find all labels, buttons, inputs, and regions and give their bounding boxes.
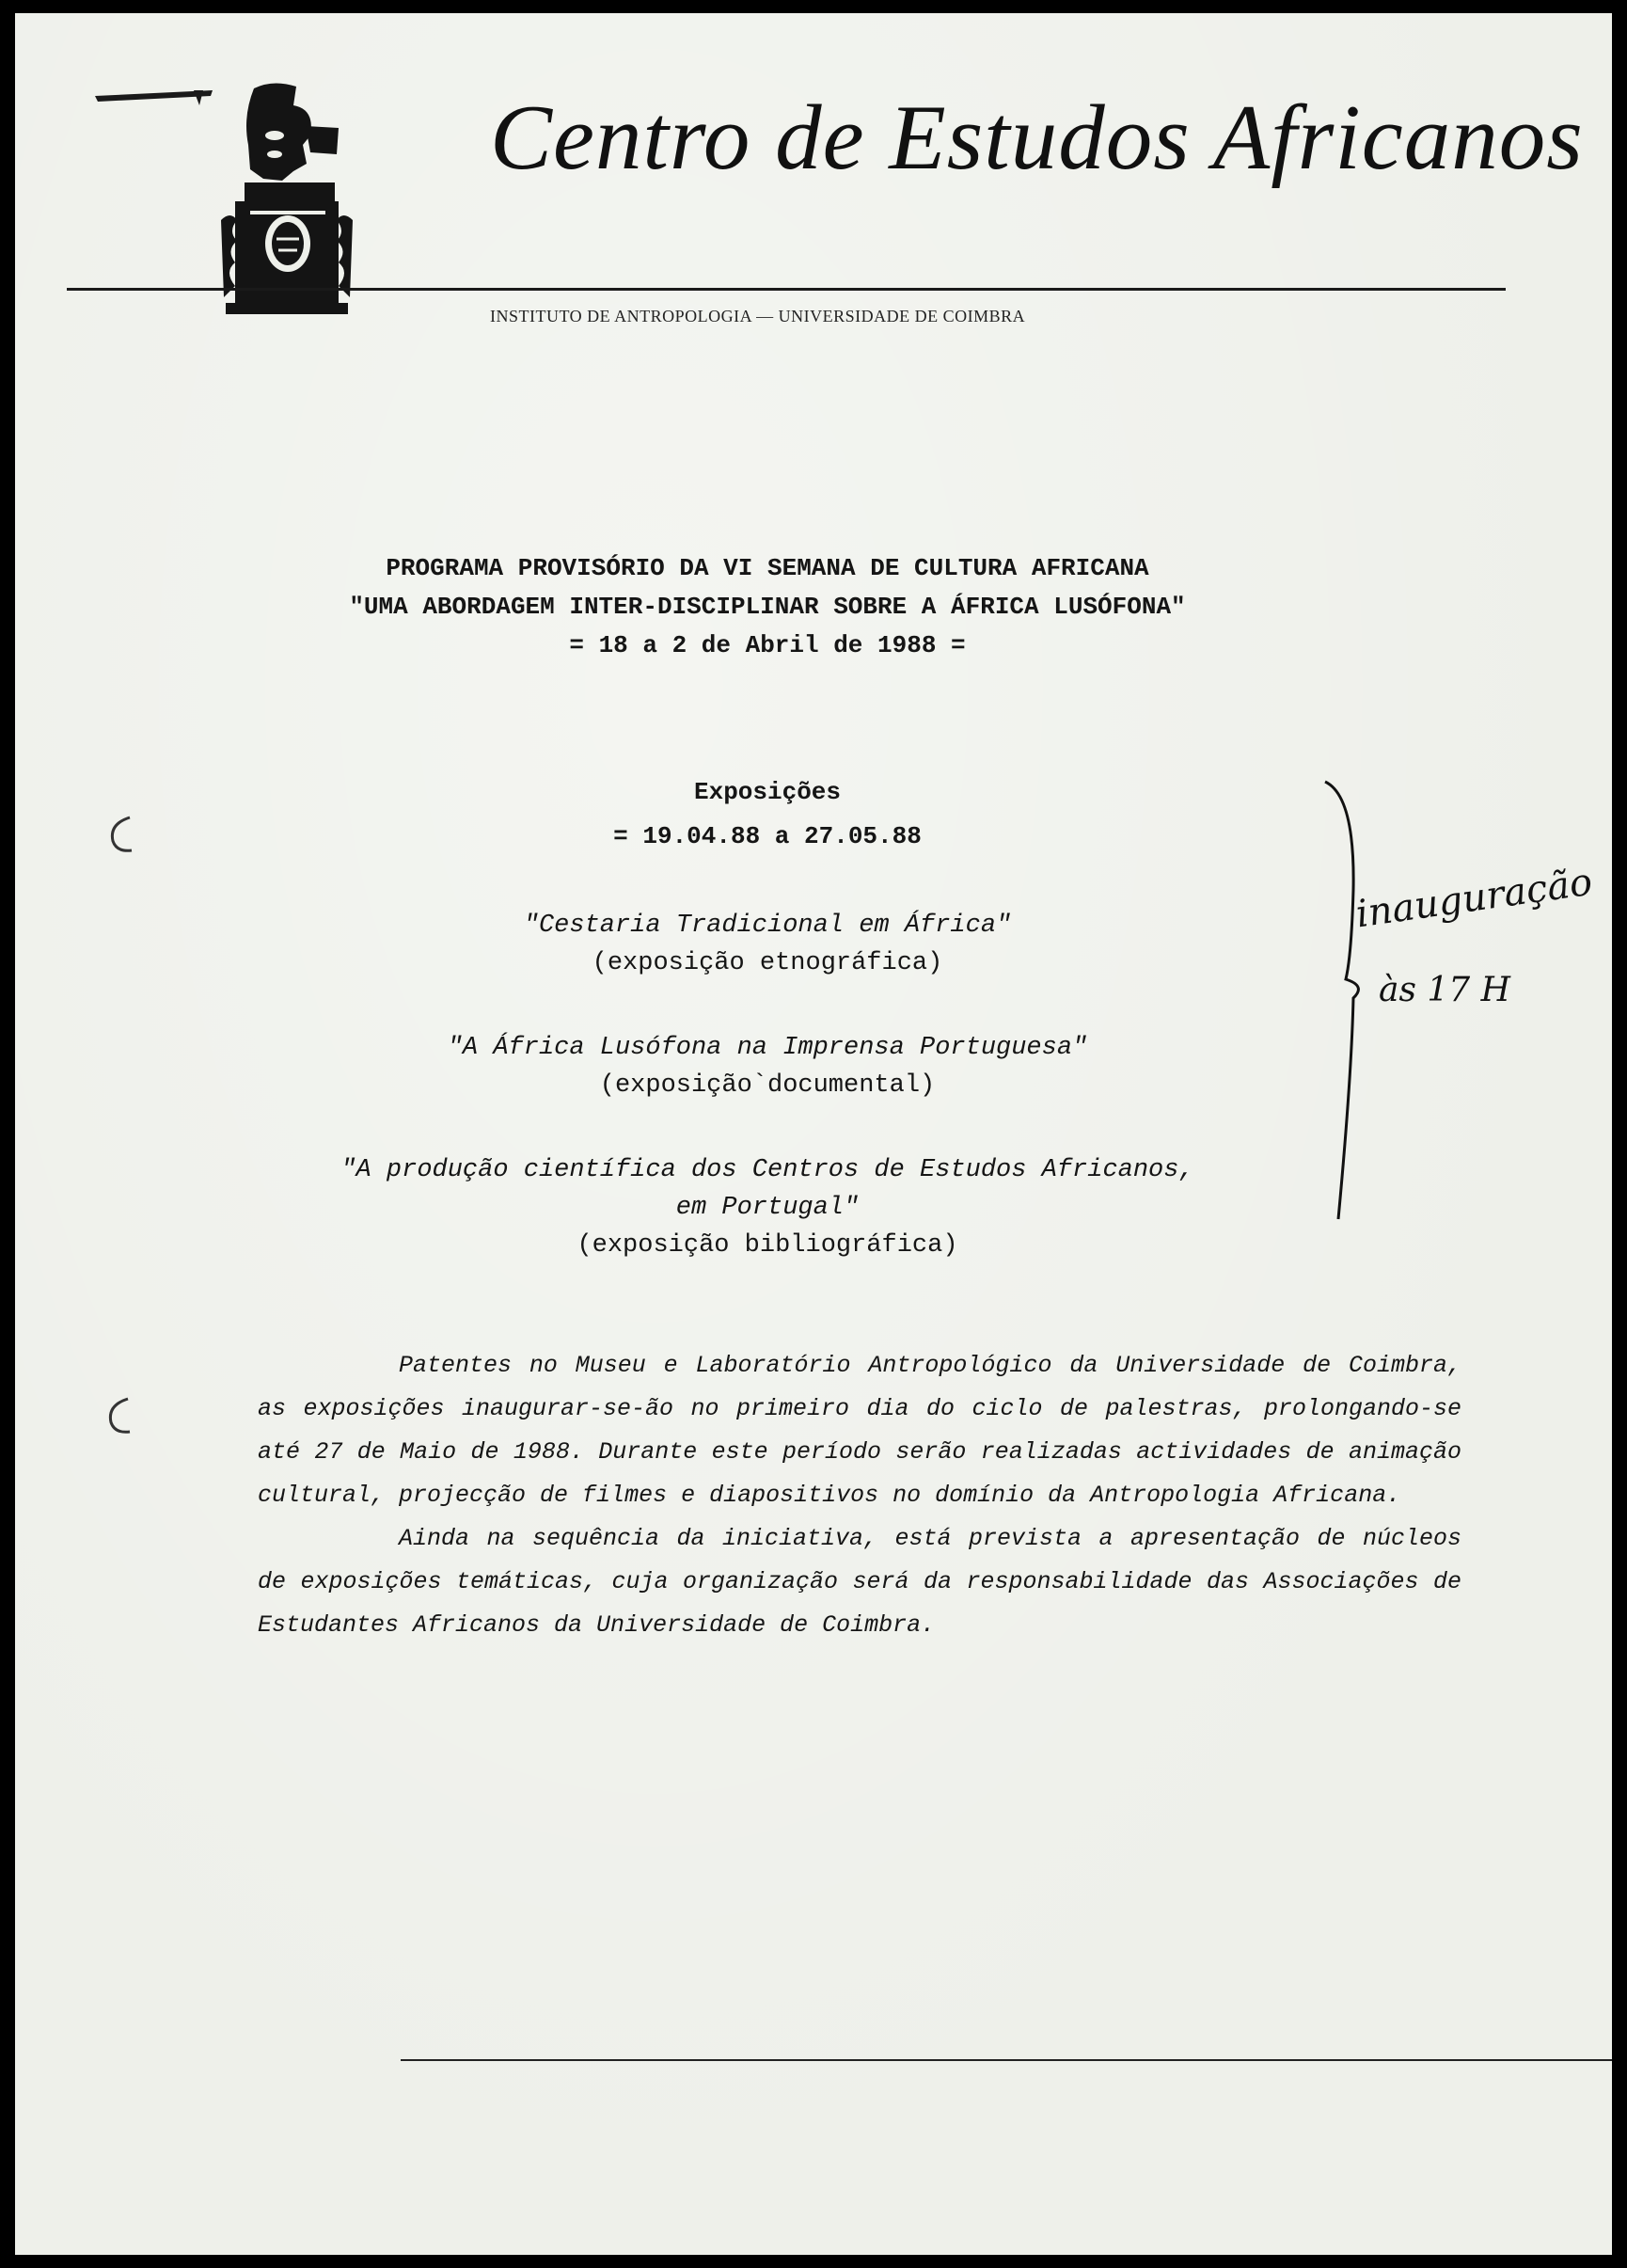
handwritten-note: inauguração (1353, 860, 1595, 937)
paragraph-initiative: Ainda na sequência da iniciativa, está prevista a apresentação de núcleos de exposições temáticas, cuja organização será da responsabilidade das Associações de Estudantes Africanos da Universidade de Coimbra. (258, 1525, 1461, 1639)
handwritten-note: às 17 H (1379, 971, 1511, 1009)
exhibition-title: "A produção científica dos Centros de Estudos Africanos, (340, 1156, 1194, 1184)
exhibition-item (297, 1151, 1238, 1264)
programme-theme-line: "UMA ABORDAGEM INTER-DISCIPLINAR SOBRE A ÁFRICA LUSÓFONA" (349, 593, 1186, 621)
header-rule (67, 288, 1506, 291)
institution-title: Centro de Estudos Africanos (490, 87, 1584, 189)
document-page (15, 13, 1612, 2255)
programme-title-line: PROGRAMA PROVISÓRIO DA VI SEMANA DE CULTURA AFRICANA (386, 554, 1149, 582)
programme-heading (297, 549, 1238, 665)
exhibition-type: (exposição etnográfica) (592, 949, 943, 977)
ink-mark (90, 79, 222, 107)
body-text (258, 1344, 1461, 1647)
exhibition-title: "A África Lusófona na Imprensa Portuguesa" (447, 1034, 1088, 1062)
institution-subtitle: INSTITUTO DE ANTROPOLOGIA — UNIVERSIDADE DE COIMBRA (490, 307, 1026, 325)
handwritten-bracket (1318, 777, 1383, 1229)
exhibitions-title: Exposições (693, 778, 842, 806)
exhibition-item (297, 907, 1238, 982)
exhibition-title: "Cestaria Tradicional em África" (523, 912, 1012, 940)
exhibition-item (297, 1029, 1238, 1104)
margin-mark (100, 1394, 137, 1441)
exhibitions-dates: = 19.04.88 a 27.05.88 (613, 822, 922, 850)
exhibition-title-continued: em Portugal" (675, 1194, 860, 1222)
exhibition-type: (exposição bibliográfica) (577, 1231, 958, 1260)
margin-mark (102, 813, 139, 860)
programme-dates-line: = 18 a 2 de Abril de 1988 = (569, 631, 966, 659)
exhibition-type: (exposição`documental) (599, 1071, 936, 1100)
footer-rule (401, 2059, 1612, 2061)
carved-figure-logo (216, 79, 357, 316)
paragraph-exhibitions: Patentes no Museu e Laboratório Antropológico da Universidade de Coimbra, as exposições inaugurar-se-ão no primeiro dia do ciclo de palestras, prolongando-se até 27 de Maio de 1988. Durante este período serão realizadas actividades de animação cultural, projecção de filmes e diapositivos no domínio da Antropologia Africana. (258, 1352, 1461, 1509)
exhibitions-heading (297, 773, 1238, 856)
